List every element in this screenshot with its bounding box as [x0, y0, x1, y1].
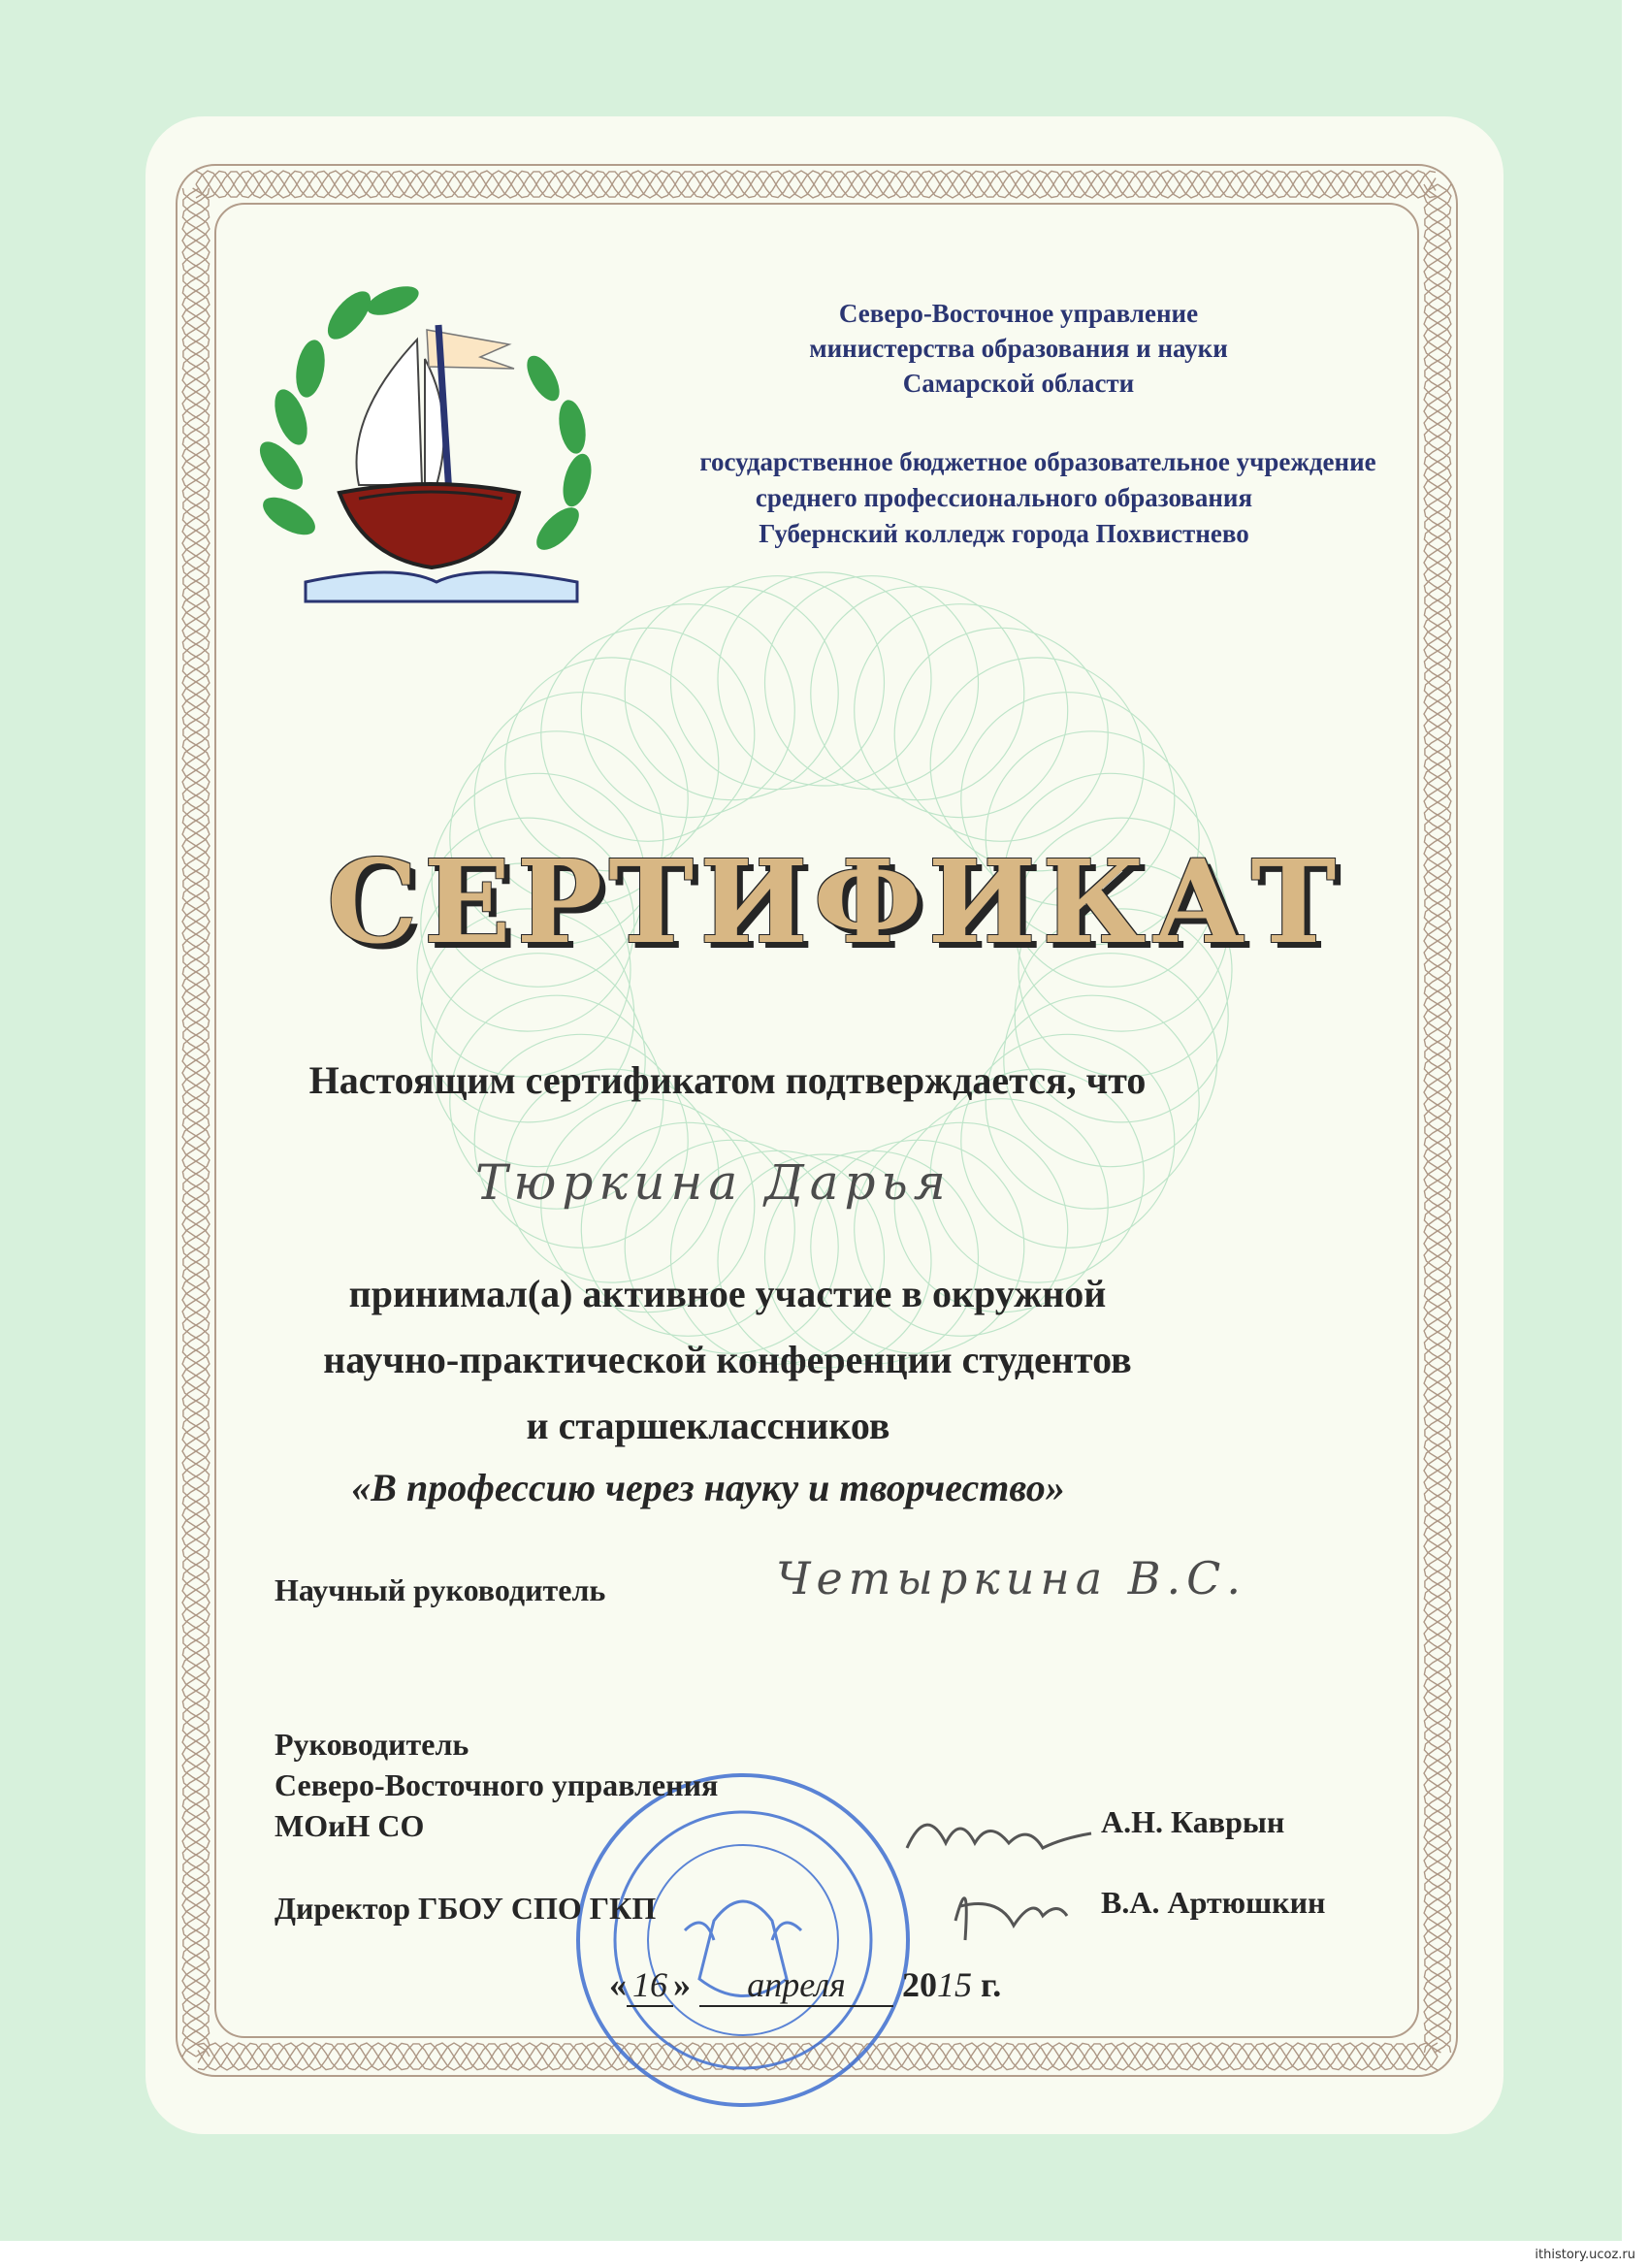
institution-line-1: государственное бюджетное образовательное учреждение: [699, 447, 1376, 476]
recipient-name: Тюркина Дарья: [475, 1154, 952, 1211]
signature-artyushkin: [955, 1898, 1067, 1940]
institution-line-2: среднего профессионального образования: [755, 483, 1253, 512]
date-line: [609, 1964, 1001, 2007]
signatory-1-position: [275, 1724, 718, 1846]
authority-line-2: министерства образования и науки: [809, 334, 1228, 363]
authority-line-3: Самарской области: [902, 369, 1135, 398]
signatory-1-position-line-2: Северо-Восточного управления: [275, 1767, 719, 1802]
date-close-quote: »: [673, 1965, 691, 2004]
certificate-title: СЕРТИФИКАТ: [326, 834, 1342, 969]
conference-name: «В профессию через науку и творчество»: [351, 1466, 1065, 1509]
signatory-1-name: А.Н. Каврын: [1101, 1804, 1285, 1839]
date-year-suffix: 15: [937, 1965, 972, 2004]
authority-line-1: Северо-Восточное управление: [838, 299, 1199, 328]
signature-kavryn: [907, 1825, 1091, 1848]
signatory-1-position-line-1: Руководитель: [275, 1727, 469, 1762]
date-day: 16: [627, 1964, 673, 2007]
signatory-2-position: Директор ГБОУ СПО ГКП: [275, 1891, 657, 1926]
date-open-quote: «: [609, 1965, 627, 2004]
rosette-watermark: [417, 572, 1232, 1368]
participation-line-3: и старшеклассников: [526, 1404, 890, 1447]
signatory-2-name: В.А. Артюшкин: [1101, 1885, 1326, 1920]
supervisor-name: Четыркина В.С.: [776, 1552, 1246, 1604]
signatory-1-position-line-3: МОиН СО: [275, 1808, 425, 1843]
participation-line-1: принимал(а) активное участие в окружной: [348, 1272, 1107, 1315]
date-year-unit: г.: [981, 1965, 1002, 2004]
college-logo-icon: [252, 280, 597, 601]
participation-line-2: научно-практической конференции студентов: [323, 1338, 1132, 1381]
confirmation-text: Настоящим сертификатом подтверждается, что: [308, 1058, 1147, 1102]
watermark-url: ithistory.ucoz.ru: [1535, 2248, 1635, 2262]
date-month: апреля: [699, 1964, 893, 2007]
date-year-prefix: 20: [902, 1965, 937, 2004]
supervisor-label: Научный руководитель: [275, 1572, 606, 1607]
institution-line-3: Губернский колледж города Похвистнево: [759, 519, 1249, 548]
